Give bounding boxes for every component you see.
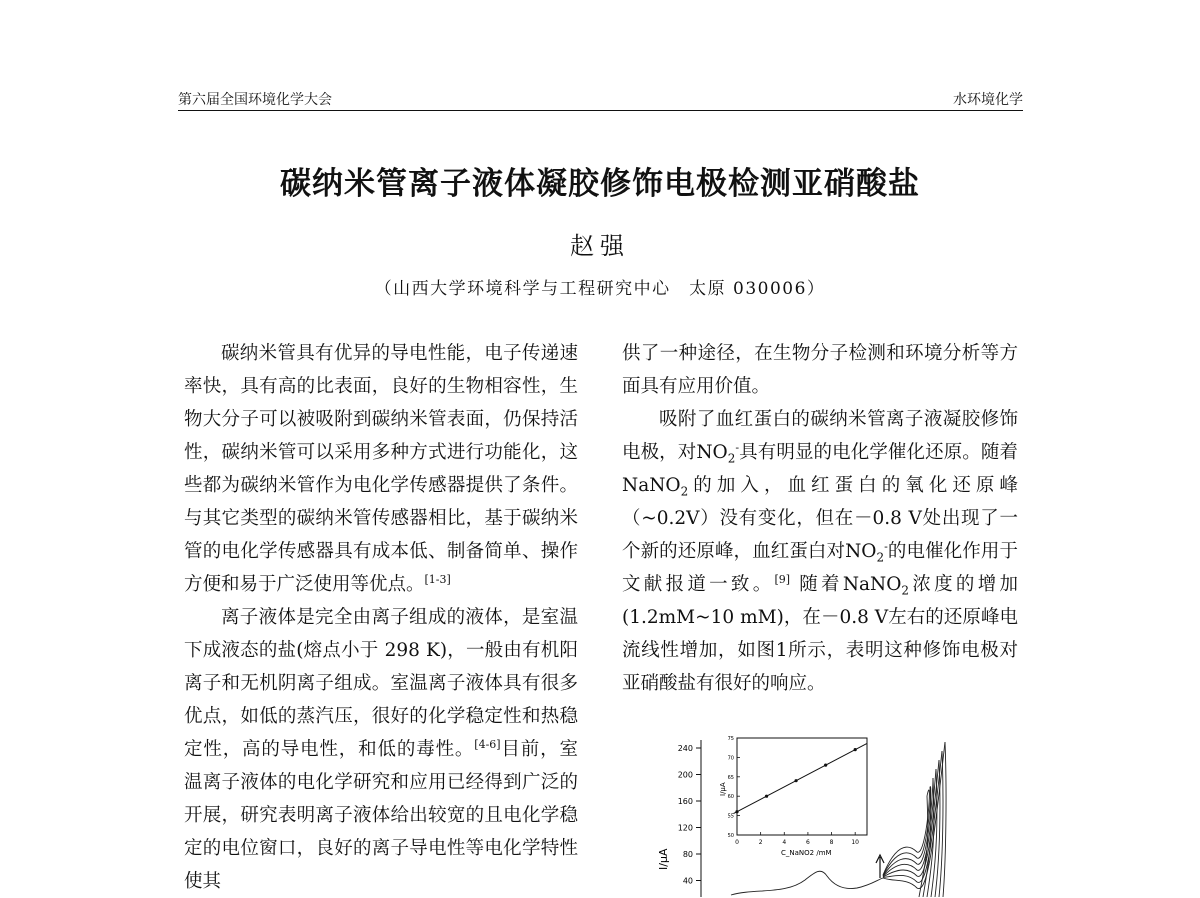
- right-column: [622, 337, 1018, 700]
- paper-title: 碳纳米管离子液体凝胶修饰电极检测亚硝酸盐: [280, 166, 920, 202]
- author-affiliation: （山西大学环境科学与工程研究中心 太原 030006）: [374, 279, 826, 299]
- inset-y-tick-label: 55: [727, 813, 734, 820]
- cv-curve-return: [935, 760, 940, 897]
- inset-x-tick-label: 0: [735, 839, 739, 846]
- main-y-tick-label: 200: [677, 770, 693, 780]
- running-header-section: 水环境化学: [953, 92, 1023, 108]
- inset-x-axis-label: C_NaNO2 /mM: [781, 849, 832, 857]
- cv-curve: [883, 742, 945, 889]
- citation-1-3: [1-3]: [424, 572, 451, 586]
- inset-x-tick-label: 2: [758, 839, 763, 846]
- main-y-tick-label: 240: [677, 744, 693, 753]
- inset-y-tick-label: 75: [727, 736, 734, 742]
- inset-x-tick-label: 6: [805, 839, 810, 846]
- header-rule: [178, 110, 1023, 111]
- inset-y-tick-label: 50: [727, 833, 734, 839]
- running-header-conference: 第六届全国环境化学大会: [178, 92, 332, 108]
- inset-data-point: [854, 748, 857, 751]
- inset-fit-line: [733, 743, 867, 813]
- paragraph-continuation: 供了一种途径，在生物分子检测和环境分析等方面具有应用价值。: [622, 343, 1018, 397]
- citation-4-6: [4-6]: [474, 737, 501, 751]
- inset-x-tick-label: 4: [782, 839, 787, 846]
- inset-y-tick-label: 70: [727, 755, 734, 762]
- inset-x-tick-label: 10: [851, 839, 860, 846]
- inset-x-tick-label: 8: [829, 839, 834, 846]
- main-y-tick-label: 80: [682, 850, 693, 859]
- main-y-tick-label: 40: [682, 876, 693, 886]
- inset-data-point: [794, 779, 797, 782]
- paragraph-results: 吸附了血红蛋白的碳纳米管离子液凝胶修饰电极，对$NO_2^-$具有明显的电化学催化还原。随着NaNO$_2$的加入，血红蛋白的氧化还原峰（~0.2V）没有变化，但在－0.8 V处出现了一个新的还原峰，血红蛋白对$NO_2^-$的电催化作用于文献报道一致。[9] 随着NaNO$_2$浓度的增加(1.2mM~10 mM)，在－0.8 V左右的还原峰电流线性增加，如图1所示，表明这种修饰电极对亚硝酸盐有很好的响应。: [622, 409, 1018, 694]
- left-column: [184, 337, 578, 898]
- main-y-tick-label: 120: [677, 823, 693, 833]
- inset-data-point: [824, 764, 827, 767]
- inset-data-point: [765, 795, 768, 798]
- main-y-axis-label: I/μA: [657, 848, 670, 870]
- main-y-tick-label: 160: [677, 797, 693, 806]
- author-name: 赵强: [570, 232, 630, 260]
- inset-y-tick-label: 60: [727, 794, 734, 801]
- paragraph-ionic-liquid: 离子液体是完全由离子组成的液体，是室温下成液态的盐(熔点小于 298 K)，一般由有机阳离子和无机阴离子组成。室温离子液体具有很多优点，如低的蒸汽压，很好的化学稳定性和热稳定性，高的导电性，和低的毒性。[4-6]目前，室温离子液体的电化学研究和应用已经得到广泛的开展，研究表明离子液体给出较宽的且电化学稳定的电位窗口，良好的离子导电性等电化学特性使其: [184, 607, 578, 892]
- citation-9: [9]: [774, 572, 791, 586]
- inset-y-tick-label: 65: [727, 774, 734, 781]
- inset-y-axis-label: I/μA: [719, 782, 727, 796]
- cv-baseline-curve: [731, 871, 883, 895]
- figure-1-voltammogram: [645, 730, 965, 897]
- inset-data-point: [735, 810, 738, 813]
- cv-curve: [883, 790, 929, 875]
- paragraph-intro-cnt: 碳纳米管具有优异的导电性能，电子传递速率快，具有高的比表面，良好的生物相容性，生物大分子可以被吸附到碳纳米管表面，仍保持活性，碳纳米管可以采用多种方式进行功能化，这些都为碳纳米管作为电化学传感器提供了条件。与其它类型的碳纳米管传感器相比，基于碳纳米管的电化学传感器具有成本低、制备简单、操作方便和易于广泛使用等优点。[1-3]: [184, 343, 578, 595]
